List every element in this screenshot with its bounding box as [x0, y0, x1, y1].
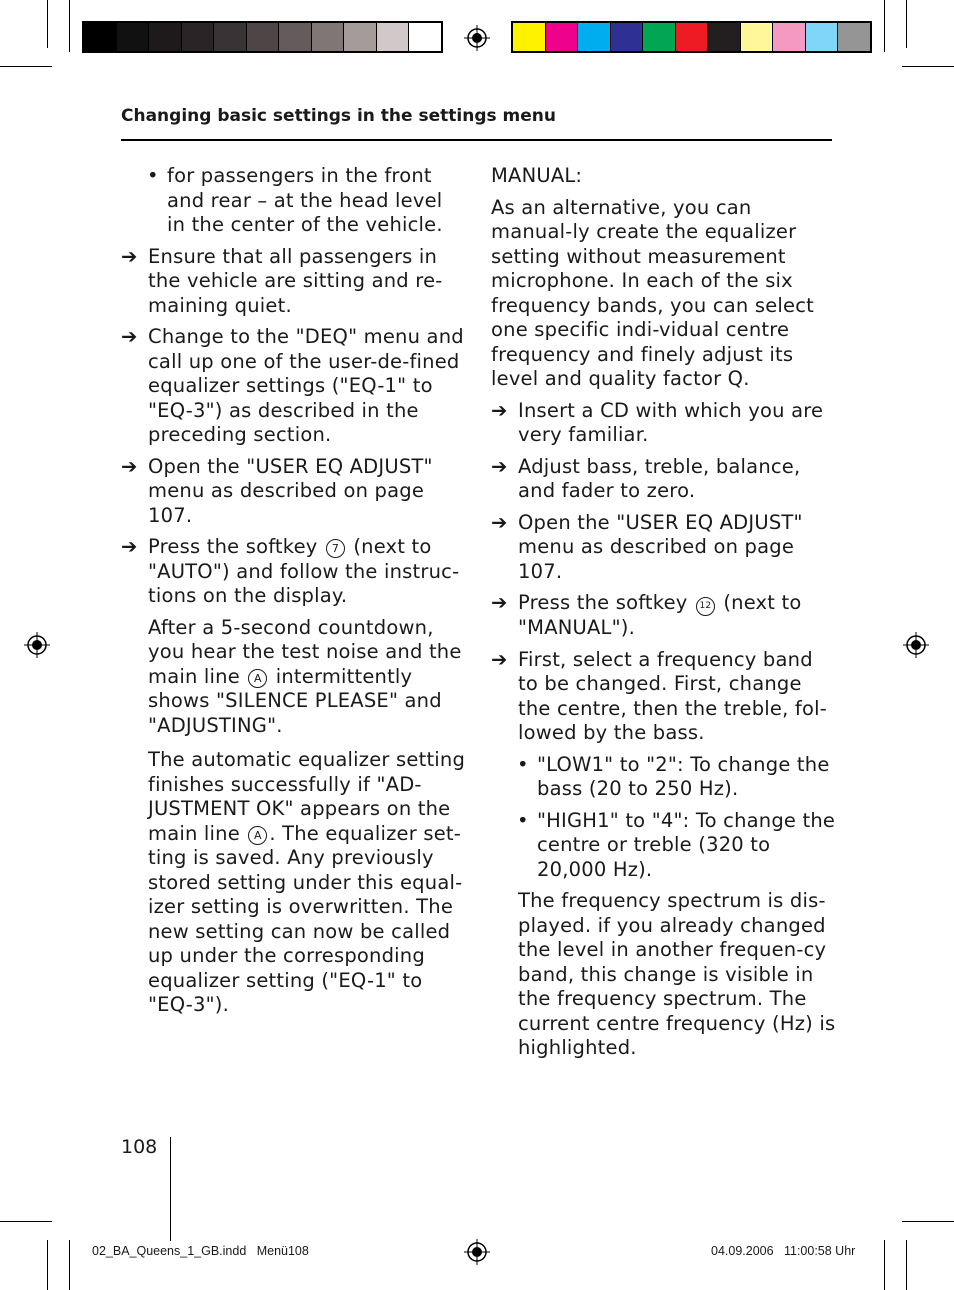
instruction-step: ➔ Adjust bass, treble, balance, and fader to zero. — [491, 454, 801, 502]
display-line-badge: A — [248, 669, 267, 688]
color-swatch — [181, 23, 214, 51]
info-paragraph: After a 5-second countdown, you hear the test noise and the main line A intermittently shows "SILENCE PLEASE" and "ADJUSTING". — [148, 615, 462, 737]
registration-mark-icon — [24, 632, 50, 658]
intro-paragraph: As an alternative, you can manual-ly create the equalizer setting without measurement microphone. In each of the six frequency bands, you can select one specific indi-vidual centre frequency and finely adjust its level and quality factor Q. — [491, 195, 815, 390]
bullet-icon: • — [517, 752, 529, 776]
print-slug-file: 02_BA_Queens_1_GB.indd Menü108 — [92, 1244, 309, 1258]
color-swatch — [837, 23, 870, 51]
arrow-right-icon: ➔ — [491, 647, 508, 671]
right-text-column — [491, 164, 836, 1071]
instruction-step: ➔ First, select a frequency band to be changed. First, change the centre, then the treble, fol-lowed by the bass. — [491, 647, 827, 744]
arrow-right-icon: ➔ — [121, 244, 138, 268]
grayscale-color-bar — [82, 21, 443, 53]
color-swatch — [343, 23, 376, 51]
registration-mark-icon — [464, 25, 490, 51]
color-swatch — [805, 23, 838, 51]
color-swatch — [577, 23, 610, 51]
color-swatch — [642, 23, 675, 51]
arrow-right-icon: ➔ — [121, 454, 138, 478]
color-swatch — [213, 23, 246, 51]
left-text-column — [121, 164, 466, 1028]
process-color-bar — [511, 21, 872, 53]
softkey-number-badge: 12 — [696, 597, 715, 616]
bullet-icon: • — [517, 808, 529, 832]
color-swatch — [148, 23, 181, 51]
color-swatch — [707, 23, 740, 51]
instruction-step: ➔ Press the softkey 12 (next to "MANUAL"). — [491, 591, 802, 639]
arrow-right-icon: ➔ — [491, 591, 508, 614]
color-swatch — [278, 23, 311, 51]
color-swatch — [545, 23, 578, 51]
instruction-step: ➔ Press the softkey 7 (next to "AUTO") and follow the instruc-tions on the display. — [121, 535, 460, 607]
list-item: • for passengers in the front and rear – at the head level in the center of the vehicle. — [147, 164, 443, 236]
arrow-right-icon: ➔ — [491, 454, 508, 478]
bullet-icon: • — [147, 164, 159, 187]
instruction-step: ➔ Open the "USER EQ ADJUST" menu as described on page 107. — [121, 454, 433, 527]
page-number: 108 — [121, 1136, 158, 1158]
color-swatch — [116, 23, 149, 51]
instruction-step: ➔ Change to the "DEQ" menu and call up one of the user-de-fined equalizer settings ("EQ-1" to "EQ-3") as described in the preceding section. — [121, 325, 464, 446]
color-swatch — [610, 23, 643, 51]
softkey-number-badge: 7 — [326, 539, 345, 558]
color-swatch — [246, 23, 279, 51]
registration-mark-icon — [903, 632, 929, 658]
list-item: • "LOW1" to "2": To change the bass (20 to 250 Hz). — [517, 752, 830, 800]
instruction-step: ➔ Open the "USER EQ ADJUST" menu as described on page 107. — [491, 510, 803, 583]
color-swatch — [675, 23, 708, 51]
print-slug-timestamp: 04.09.2006 11:00:58 Uhr — [711, 1244, 856, 1258]
color-swatch — [84, 23, 116, 51]
color-swatch — [311, 23, 344, 51]
color-swatch — [408, 23, 441, 51]
arrow-right-icon: ➔ — [121, 325, 138, 348]
list-item: • "HIGH1" to "4": To change the centre or treble (320 to 20,000 Hz). — [517, 808, 836, 881]
color-swatch — [376, 23, 409, 51]
display-line-badge: A — [248, 826, 267, 845]
arrow-right-icon: ➔ — [491, 510, 508, 534]
info-paragraph: The automatic equalizer setting finishes successfully if "AD-JUSTMENT OK" appears on the main line A . The equalizer set-ting is saved. Any previously stored setting under this equal-izer setting is overwritten. The new setting can now be called up under the corresponding equalizer setting ("EQ-1" to "EQ-3"). — [148, 748, 466, 1016]
header-divider — [121, 139, 832, 141]
arrow-right-icon: ➔ — [491, 398, 508, 422]
section-heading: MANUAL: — [491, 164, 583, 187]
color-swatch — [513, 23, 545, 51]
info-paragraph: The frequency spectrum is dis-played. if you already changed the level in another frequen-cy band, this change is visible in the frequency spectrum. The current centre frequency (Hz) is highlighted. — [518, 889, 836, 1059]
instruction-step: ➔ Ensure that all passengers in the vehicle are sitting and re-maining quiet. — [121, 244, 443, 317]
color-swatch — [772, 23, 805, 51]
instruction-step: ➔ Insert a CD with which you are very familiar. — [491, 398, 824, 446]
color-swatch — [740, 23, 773, 51]
page-header-title: Changing basic settings in the settings menu — [121, 106, 556, 126]
page-number-divider — [170, 1137, 171, 1241]
registration-mark-icon — [464, 1239, 490, 1265]
arrow-right-icon: ➔ — [121, 535, 138, 558]
